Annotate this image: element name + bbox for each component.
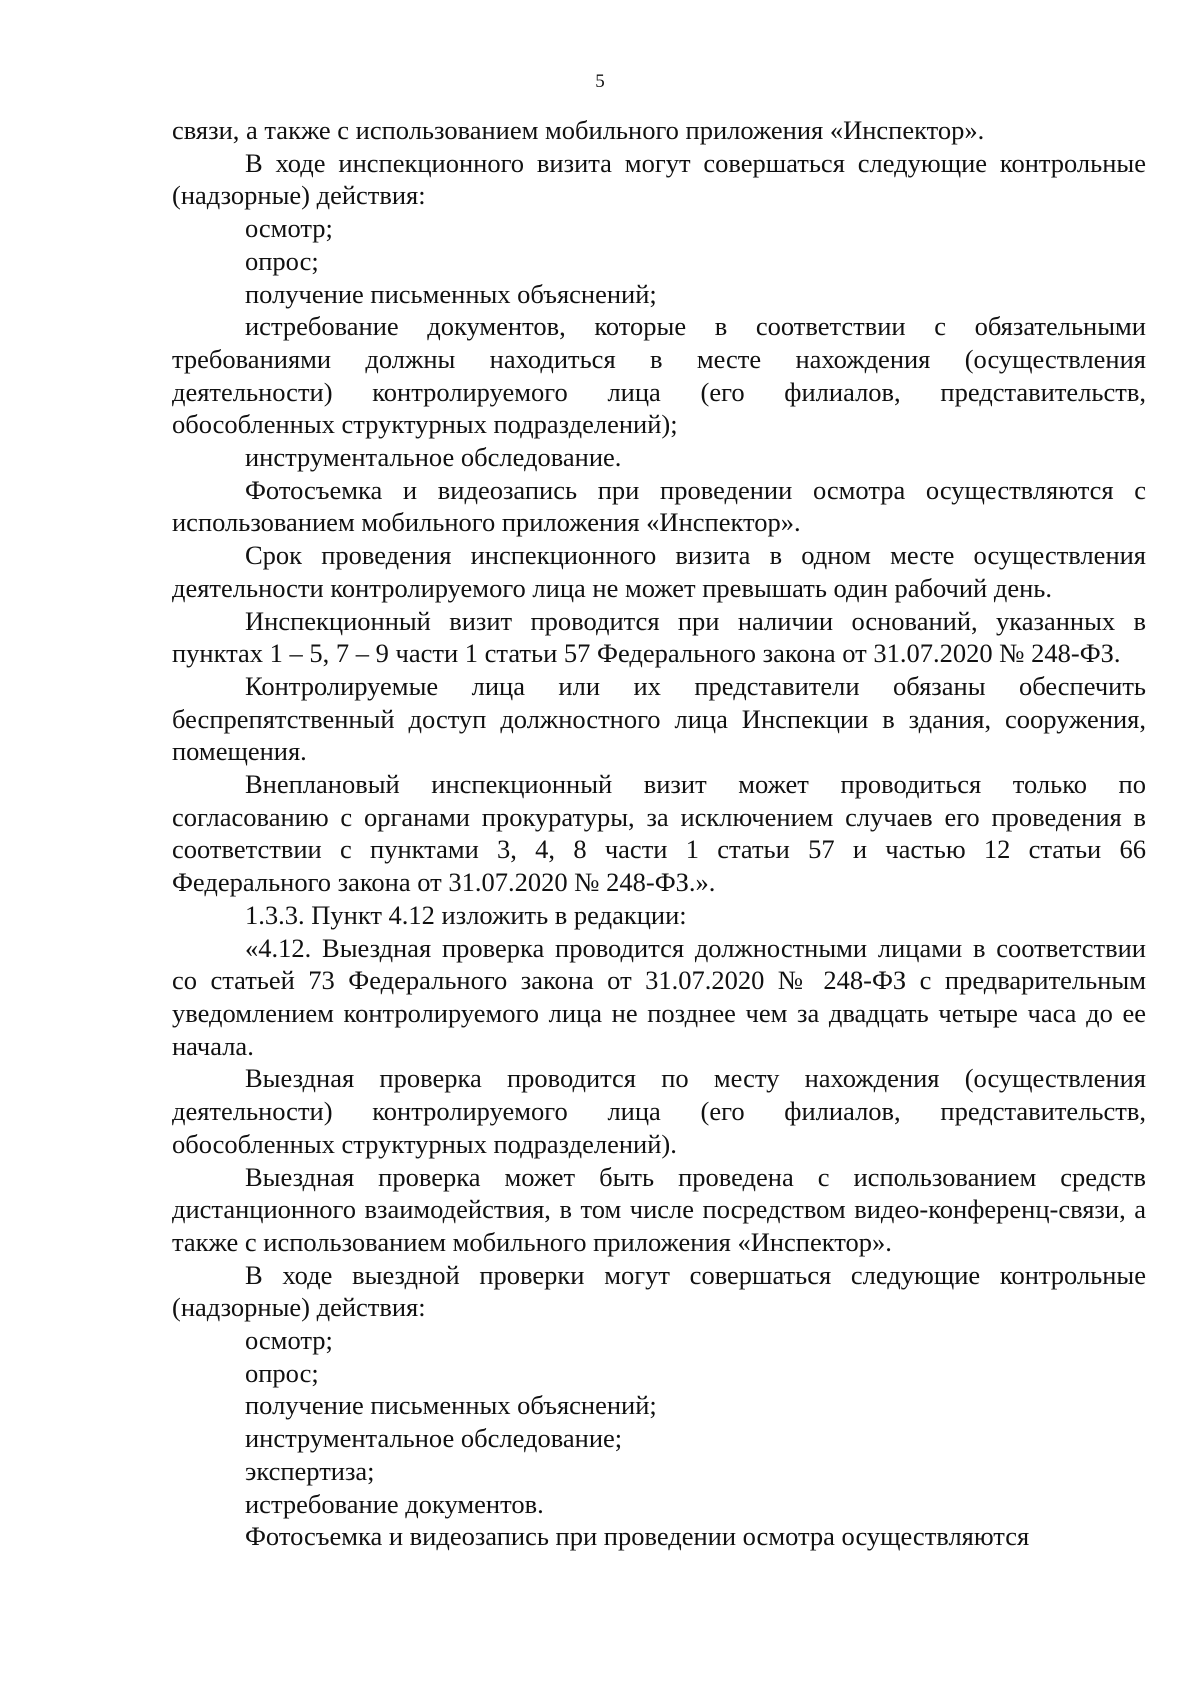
list-item: осмотр; — [245, 213, 333, 244]
paragraph-photo-video: Фотосъемка и видеозапись при проведении осмотра осуществляются с использованием мобильного приложения «Инспектор». — [172, 474, 1146, 538]
paragraph-access-obligation: Контролируемые лица или их представители обязаны обеспечить беспрепятственный доступ должностного лица Инспекции в здания, сооружения, помещения. — [172, 670, 1146, 767]
paragraph-inspection-visit-actions: В ходе инспекционного визита могут совершаться следующие контрольные (надзорные) действия: — [172, 147, 1146, 211]
list-item: опрос; — [245, 245, 319, 276]
paragraph-field-inspection-location: Выездная проверка проводится по месту нахождения (осуществления деятельности) контролируемого лица (его филиалов, представительств, обособленных структурных подразделений). — [172, 1063, 1146, 1159]
list-item: получение письменных объяснений; — [245, 1390, 657, 1421]
list-item: осмотр; — [245, 1325, 333, 1356]
paragraph-continuation: связи, а также с использованием мобильного приложения «Инспектор». — [172, 115, 985, 145]
list-item: опрос; — [245, 1357, 319, 1388]
paragraph-amendment-heading: 1.3.3. Пункт 4.12 изложить в редакции: — [245, 899, 687, 930]
list-item: инструментальное обследование. — [245, 442, 622, 473]
paragraph-unscheduled-visit: Внеплановый инспекционный визит может проводиться только по согласованию с органами прокуратуры, за исключением случаев его проведения в соответствии с пунктами 3, 4, 8 части 1 статьи 57 и частью 12 статьи 66 Федерального закона от 31.07.2020 № 248-ФЗ.». — [172, 769, 1146, 898]
paragraph-field-inspection: «4.12. Выездная проверка проводится должностными лицами в соответствии со статьей 73 Федерального закона от 31.07.2020 № 248-ФЗ с предварительным уведомлением контролируемого лица не позднее чем за двадцать четыре часа до ее начала. — [172, 932, 1146, 1061]
paragraph-visit-grounds: Инспекционный визит проводится при наличии оснований, указанных в пунктах 1 – 5, 7 – 9 части 1 статьи 57 Федерального закона от 31.07.2020 № 248-ФЗ. — [172, 605, 1146, 669]
list-item: экспертиза; — [245, 1455, 375, 1486]
document-body — [172, 114, 1146, 1553]
paragraph-field-inspection-actions: В ходе выездной проверки могут совершаться следующие контрольные (надзорные) действия: — [172, 1259, 1146, 1323]
paragraph-remote-interaction: Выездная проверка может быть проведена с использованием средств дистанционного взаимодействия, в том числе посредством видео-конференц-связи, а также с использованием мобильного приложения «Инспектор». — [172, 1161, 1146, 1257]
list-item: получение письменных объяснений; — [245, 278, 657, 309]
paragraph-visit-duration: Срок проведения инспекционного визита в одном месте осуществления деятельности контролируемого лица не может превышать один рабочий день. — [172, 540, 1146, 603]
paragraph-photo-video-continued: Фотосъемка и видеозапись при проведении осмотра осуществляются — [245, 1521, 1030, 1552]
list-item: инструментальное обследование; — [245, 1423, 623, 1454]
list-item-document-request: истребование документов, которые в соответствии с обязательными требованиями должны находиться в месте нахождения (осуществления деятельности) контролируемого лица (его филиалов, представительств, обособленных структурных подразделений); — [172, 311, 1146, 440]
page-number: 5 — [595, 71, 605, 92]
list-item: истребование документов. — [245, 1488, 544, 1519]
